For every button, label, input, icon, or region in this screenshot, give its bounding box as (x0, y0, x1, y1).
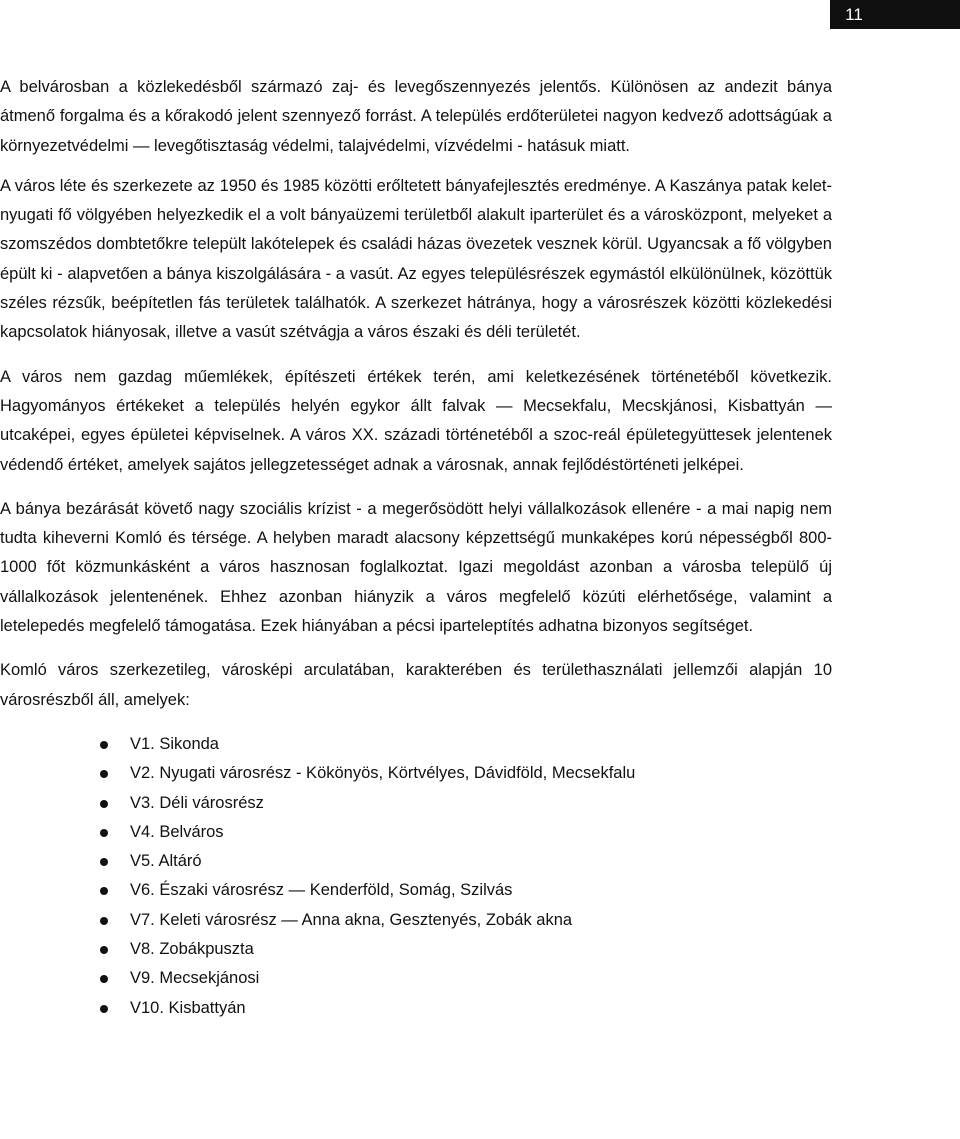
district-label: V4. Belváros (130, 822, 224, 841)
list-item (0, 876, 832, 905)
bullet-icon (100, 741, 108, 749)
list-item (0, 759, 832, 788)
list-item (0, 730, 832, 759)
page-number: 11 (845, 5, 863, 24)
district-label: V9. Mecsekjánosi (130, 969, 260, 988)
document-body (0, 73, 832, 1023)
district-label: V8. Zobákpuszta (130, 940, 254, 959)
bullet-icon (100, 770, 108, 778)
bullet-icon (100, 1005, 108, 1013)
district-label: V1. Sikonda (130, 734, 219, 753)
district-list (0, 730, 832, 1023)
bullet-icon (100, 829, 108, 837)
list-item (0, 789, 832, 818)
list-item (0, 818, 832, 847)
bullet-icon (100, 800, 108, 808)
district-label: V3. Déli városrész (130, 793, 264, 812)
bullet-icon (100, 858, 108, 866)
bullet-icon (100, 975, 108, 983)
district-label: V10. Kisbattyán (130, 998, 246, 1017)
district-label: V2. Nyugati városrész - Kökönyös, Körtvélyes, Dávidföld, Mecsekfalu (130, 764, 636, 783)
bullet-icon (100, 946, 108, 954)
page-number-badge (830, 0, 960, 29)
paragraph-pollution: A belvárosban a közlekedésből származó zaj- és levegőszennyezés jelentős. Különösen az andezit bánya átmenő forgalma és a kőrakodó jelent szennyező forrást. A település erdőterületei nagyon kedvező adottságúak a környezetvédelmi ― levegőtisztaság védelmi, talajvédelmi, vízvédelmi - hatásuk miatt. (0, 78, 832, 155)
bullet-icon (100, 887, 108, 895)
paragraph-economy: A bánya bezárását követő nagy szociális krízist - a megerősödött helyi vállalkozások ellenére - a mai napig nem tudta kiheverni Komló és térsége. A helyben maradt alacsony képzettségű munkaképes korú népességből 800-1000 főt közmunkásként a város hasznosan foglalkoztat. Igazi megoldást azonban a városba települő új vállalkozások jelentenének. Ehhez azonban hiányzik a város megfelelő közúti elérhetősége, valamint a letelepedés megfelelő támogatása. Ezek hiányában a pécsi iparteleptítés adhatna bizonyos segítséget. (0, 499, 832, 636)
paragraph-districts-intro: Komló város szerkezetileg, városképi arculatában, karakterében és területhasználati jellemzői alapján 10 városrészből áll, amelyek: (0, 661, 832, 709)
list-item (0, 964, 832, 993)
list-item (0, 906, 832, 935)
district-label: V6. Északi városrész ― Kenderföld, Somág, Szilvás (130, 881, 513, 900)
list-item (0, 994, 832, 1023)
bullet-icon (100, 917, 108, 925)
list-item (0, 935, 832, 964)
district-label: V5. Altáró (130, 852, 202, 871)
district-label: V7. Keleti városrész ― Anna akna, Gesztenyés, Zobák akna (130, 910, 573, 929)
list-item (0, 847, 832, 876)
paragraph-city-structure: A város léte és szerkezete az 1950 és 1985 közötti erőltetett bányafejlesztés eredménye. A Kaszánya patak kelet-nyugati fő völgyében helyezkedik el a volt bányaüzemi területből alakult iparterület és a városközpont, melyeket a szomszédos dombtetőkre települt lakótelepek és családi házas övezetek vesznek körül. Ugyancsak a fő völgyben épült ki - alapvetően a bánya kiszolgálására - a vasút. Az egyes településrészek egymástól elkülönülnek, közöttük széles rézsűk, beépítetlen fás területek találhatók. A szerkezet hátránya, hogy a városrészek közötti közlekedési kapcsolatok hiányosak, illetve a vasút szétvágja a város északi és déli területét. (0, 176, 832, 342)
paragraph-heritage: A város nem gazdag műemlékek, építészeti értékek terén, ami keletkezésének történetéből következik. Hagyományos értékeket a település helyén egykor állt falvak ― Mecsekfalu, Mecskjánosi, Kisbattyán ― utcaképei, egyes épületei képviselnek. A város XX. századi történetéből a szoc-reál épületegyüttesek jelentenek védendő értéket, amelyek sajátos jellegzetességet adnak a városnak, annak fejlődéstörténeti jelképei. (0, 367, 832, 474)
